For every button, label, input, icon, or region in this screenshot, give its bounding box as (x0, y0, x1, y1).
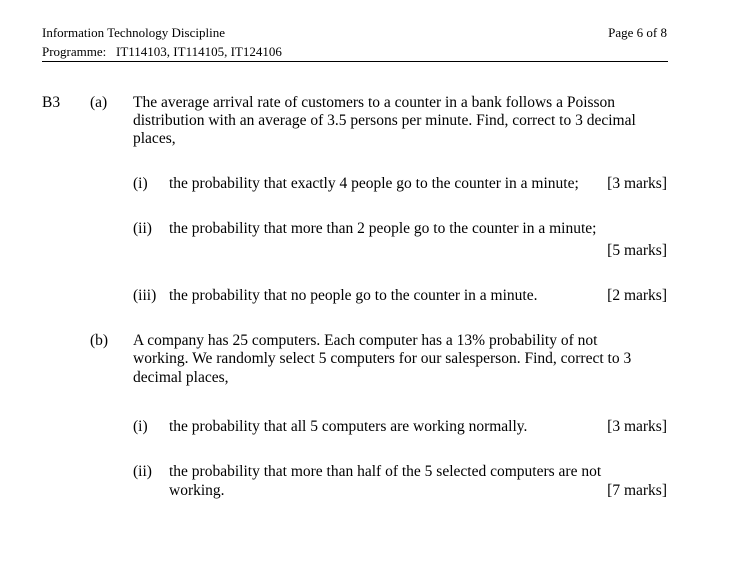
part-b-label: (b) (90, 332, 109, 349)
part-a-item-2-marks: [5 marks] (607, 242, 667, 259)
part-b-line-2: working. We randomly select 5 computers for our salesperson. Find, correct to 3 (133, 350, 632, 367)
part-b-item-2-text-line-1: the probability that more than half of the 5 selected computers are not (169, 463, 602, 480)
part-b-item-2-text-line-2: working. (169, 482, 225, 499)
part-a-item-1-label: (i) (133, 175, 148, 192)
part-b-item-1-label: (i) (133, 418, 148, 435)
header-discipline: Information Technology Discipline (42, 25, 225, 40)
part-a-item-2-text: the probability that more than 2 people go to the counter in a minute; (169, 220, 597, 237)
part-a-item-3-marks: [2 marks] (607, 287, 667, 304)
part-b-line-3: decimal places, (133, 369, 229, 386)
header-programme: Programme: IT114103, IT114105, IT124106 (42, 44, 282, 59)
part-b-item-1-text: the probability that all 5 computers are working normally. (169, 418, 528, 435)
part-b-item-2-marks: [7 marks] (607, 482, 667, 499)
part-a-item-3-label: (iii) (133, 287, 157, 304)
part-a-item-1-text: the probability that exactly 4 people go to the counter in a minute; (169, 175, 579, 192)
part-a-item-1-marks: [3 marks] (607, 175, 667, 192)
part-a-item-3-text: the probability that no people go to the counter in a minute. (169, 287, 538, 304)
part-a-line-2: distribution with an average of 3.5 persons per minute. Find, correct to 3 decimal (133, 112, 636, 129)
part-a-label: (a) (90, 94, 108, 111)
header-rule (42, 61, 668, 62)
part-a-line-1: The average arrival rate of customers to a counter in a bank follows a Poisson (133, 94, 616, 111)
part-b-item-1-marks: [3 marks] (607, 418, 667, 435)
part-b-item-2-label: (ii) (133, 463, 152, 480)
part-b-line-1: A company has 25 computers. Each computer has a 13% probability of not (133, 332, 598, 349)
header-page-number: Page 6 of 8 (608, 25, 667, 40)
part-a-line-3: places, (133, 130, 176, 147)
question-number: B3 (42, 94, 61, 111)
part-a-item-2-label: (ii) (133, 220, 152, 237)
